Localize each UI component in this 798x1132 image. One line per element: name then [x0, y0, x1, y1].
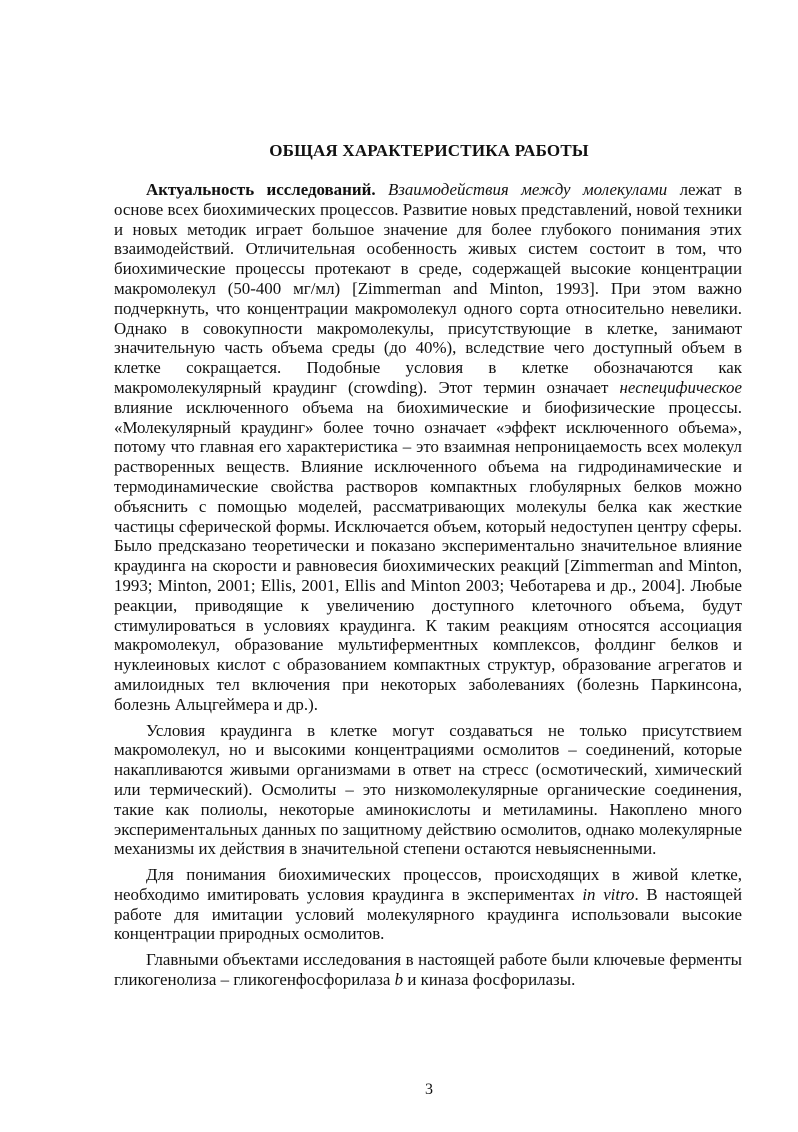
paragraph-text: . В настоящей работе для имитации условий молекулярного краудинга использовали высокие концентрации природных осмолитов.: [114, 884, 742, 944]
paragraph-in-vitro: [114, 865, 742, 944]
paragraph-text: Главными объектами исследования в настоящей работе были ключевые ферменты гликогенолиза – гликогенфосфорилаза: [114, 950, 742, 990]
paragraph-text: влияние исключенного объема на биохимические и биофизические процессы. «Молекулярный краудинг» более точно означает «эффект исключенного объема», потому что главная его характеристика – это взаимная непроницаемость всех молекул растворенных веществ. Влияние исключенного объема на гидродинамические и термодинамические свойства растворов компактных глобулярных белков можно объяснить с помощью моделей, рассматривающих молекулы белка как жесткие частицы сферической формы. Исключается объем, который недоступен центру сферы. Было предсказано теоретически и показано экспериментально значительное влияние краудинга на скорости и равновесия биохимических реакций [Zimmerman and Minton, 1993; Minton, 2001; Ellis, 2001, Ellis and Minton 2003; Чеботарева и др., 2004]. Любые реакции, приводящие к увеличению доступного клеточного объема, будут стимулироваться в условиях краудинга. К таким реакциям относятся ассоциация макромолекул, образование мультиферментных комплексов, фолдинг белков и нуклеиновых кислот с образованием компактных структур, образование агрегатов и амилоидных тел включения при некоторых заболеваниях (болезнь Паркинсона, болезнь Альцгеймера и др.).: [114, 397, 742, 714]
body-text: [114, 180, 742, 990]
page-number: 3: [425, 1081, 433, 1098]
italic-term: неспецифическое: [619, 377, 742, 397]
paragraph-text: и киназа фосфорилазы.: [407, 970, 576, 990]
lead-bold: Актуальность исследований.: [146, 180, 376, 199]
italic-term: b: [394, 970, 404, 990]
page-title: ОБЩАЯ ХАРАКТЕРИСТИКА РАБОТЫ: [269, 141, 589, 160]
lead-italic: Взаимодействия между молекулами: [387, 180, 668, 199]
paragraph-relevance: [114, 180, 742, 715]
paragraph-osmolytes: Условия краудинга в клетке могут создаваться не только присутствием макромолекул, но и высокими концентрациями осмолитов – соединений, которые накапливаются живыми организмами в ответ на стресс (осмотический, химический или термический). Осмолиты – это низкомолекулярные органические соединения, такие как полиолы, некоторые аминокислоты и метиламины. Накоплено много экспериментальных данных по защитному действию осмолитов, однако молекулярные механизмы их действия в значительной степени остаются невыясненными.: [114, 720, 742, 859]
paragraph-text: Для понимания биохимических процессов, происходящих в живой клетке, необходимо имитировать условия краудинга в экспериментах: [114, 865, 742, 904]
paragraph-text: лежат в основе всех биохимических процессов. Развитие новых представлений, новой техники и новых методик играет большое значение для более глубокого понимания этих взаимодействий. Отличительная особенность живых систем состоит в том, что биохимические процессы протекают в среде, содержащей высокие концентрации макромолекул (50-400 мг/мл) [Zimmerman and Minton, 1993]. При этом важно подчеркнуть, что концентрации макромолекул одного сорта относительно невелики. Однако в совокупности макромолекулы, присутствующие в клетке, занимают значительную часть объема среды (до 40%), вследствие чего доступный объем в клетке сокращается. Подобные условия в клетке обозначаются как макромолекулярный краудинг (crowding). Этот термин означает: [114, 180, 742, 397]
paragraph-objects: [114, 950, 742, 990]
italic-term: in vitro: [582, 884, 635, 904]
